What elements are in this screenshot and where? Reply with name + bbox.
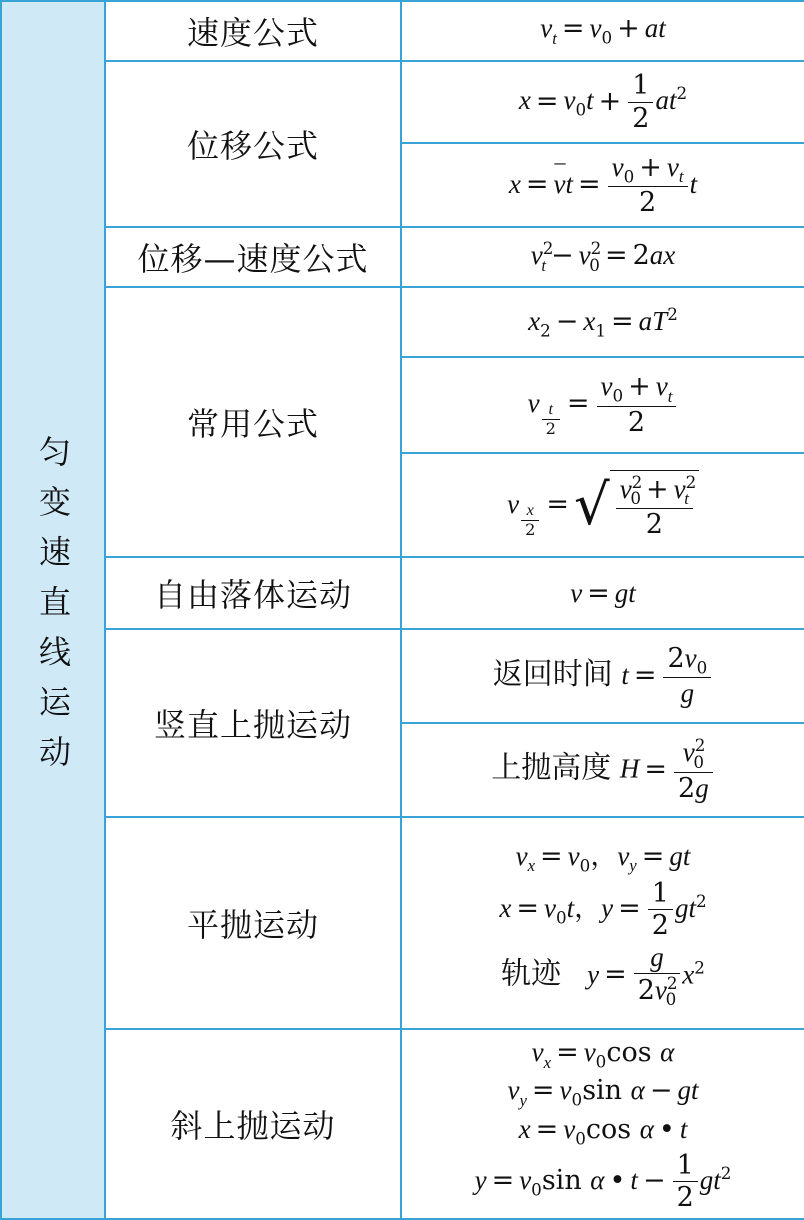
formula-return-time: 返回时间 t = $\frac{2v_0}{g}$ [401, 629, 804, 723]
formula-displacement-2: x =– vt = $\frac{v_0 + v_t}{2}$ t [401, 143, 804, 227]
formula-projectile-2: $x = v_0t$，y = $\frac{1}{2}$ $gt^2$ [499, 878, 707, 942]
formula-displacement-velocity: $v^2_t - v^2_0 = 2ax$ [401, 227, 804, 287]
formula-common-1: $x_2 - x_1 = aT^2$ [401, 287, 804, 357]
row-name-vertical-throw: 竖直上抛运动 [105, 629, 401, 817]
row-name-displacement-velocity: 位移—速度公式 [105, 227, 401, 287]
label-return-time: 返回时间 [492, 656, 613, 692]
formula-projectile-3: 轨迹 y = $\frac{g}{2v^2_0}$ $x^2$ [501, 941, 705, 1009]
formula-displacement-1: $x = v_0t$ + $\frac{1}{2}$ $at^2$ [401, 61, 804, 143]
row-name-velocity: 速度公式 [105, 1, 401, 61]
formula-oblique [401, 1029, 804, 1219]
formula-common-2: v $\frac{t}{2}$ = $\frac{v_0 + v_t}{2}$ [401, 357, 804, 453]
row-name-free-fall: 自由落体运动 [105, 557, 401, 629]
formula-common-3: v $\frac{x}{2}$ =√ $\frac{v^2_0 + v^2_t}{2}$ [401, 453, 804, 557]
formula-oblique-3: $x = v_0\cos$ α • t [518, 1113, 688, 1148]
formula-oblique-4: $y = v_0\sin$ α • t − $\frac{1}{2}$ $gt^2$ [474, 1149, 732, 1213]
side-category-cell [1, 1, 105, 1219]
formula-oblique-1: $v_x = v_0\cos$ α [531, 1037, 675, 1072]
formula-projectile-1: $v_x = v_0$，$v_y$ = gt [515, 840, 691, 876]
label-max-height: 上抛高度 [491, 750, 612, 786]
row-name-projectile: 平抛运动 [105, 817, 401, 1029]
formula-projectile [401, 817, 804, 1029]
label-trajectory: 轨迹 [501, 955, 562, 991]
row-name-displacement: 位移公式 [105, 61, 401, 227]
formula-velocity: $v_t = v_0$ + at [401, 1, 804, 61]
formula-max-height: 上抛高度 H = $\frac{v^2_0}{2g}$ [401, 723, 804, 817]
formula-oblique-2: $v_y = v_0\sin$ α − gt [507, 1075, 699, 1110]
side-category-label: 匀变速直线运动 [34, 435, 72, 785]
row-name-common: 常用公式 [105, 287, 401, 557]
formula-free-fall: v = gt [401, 557, 804, 629]
row-name-oblique: 斜上抛运动 [105, 1029, 401, 1219]
